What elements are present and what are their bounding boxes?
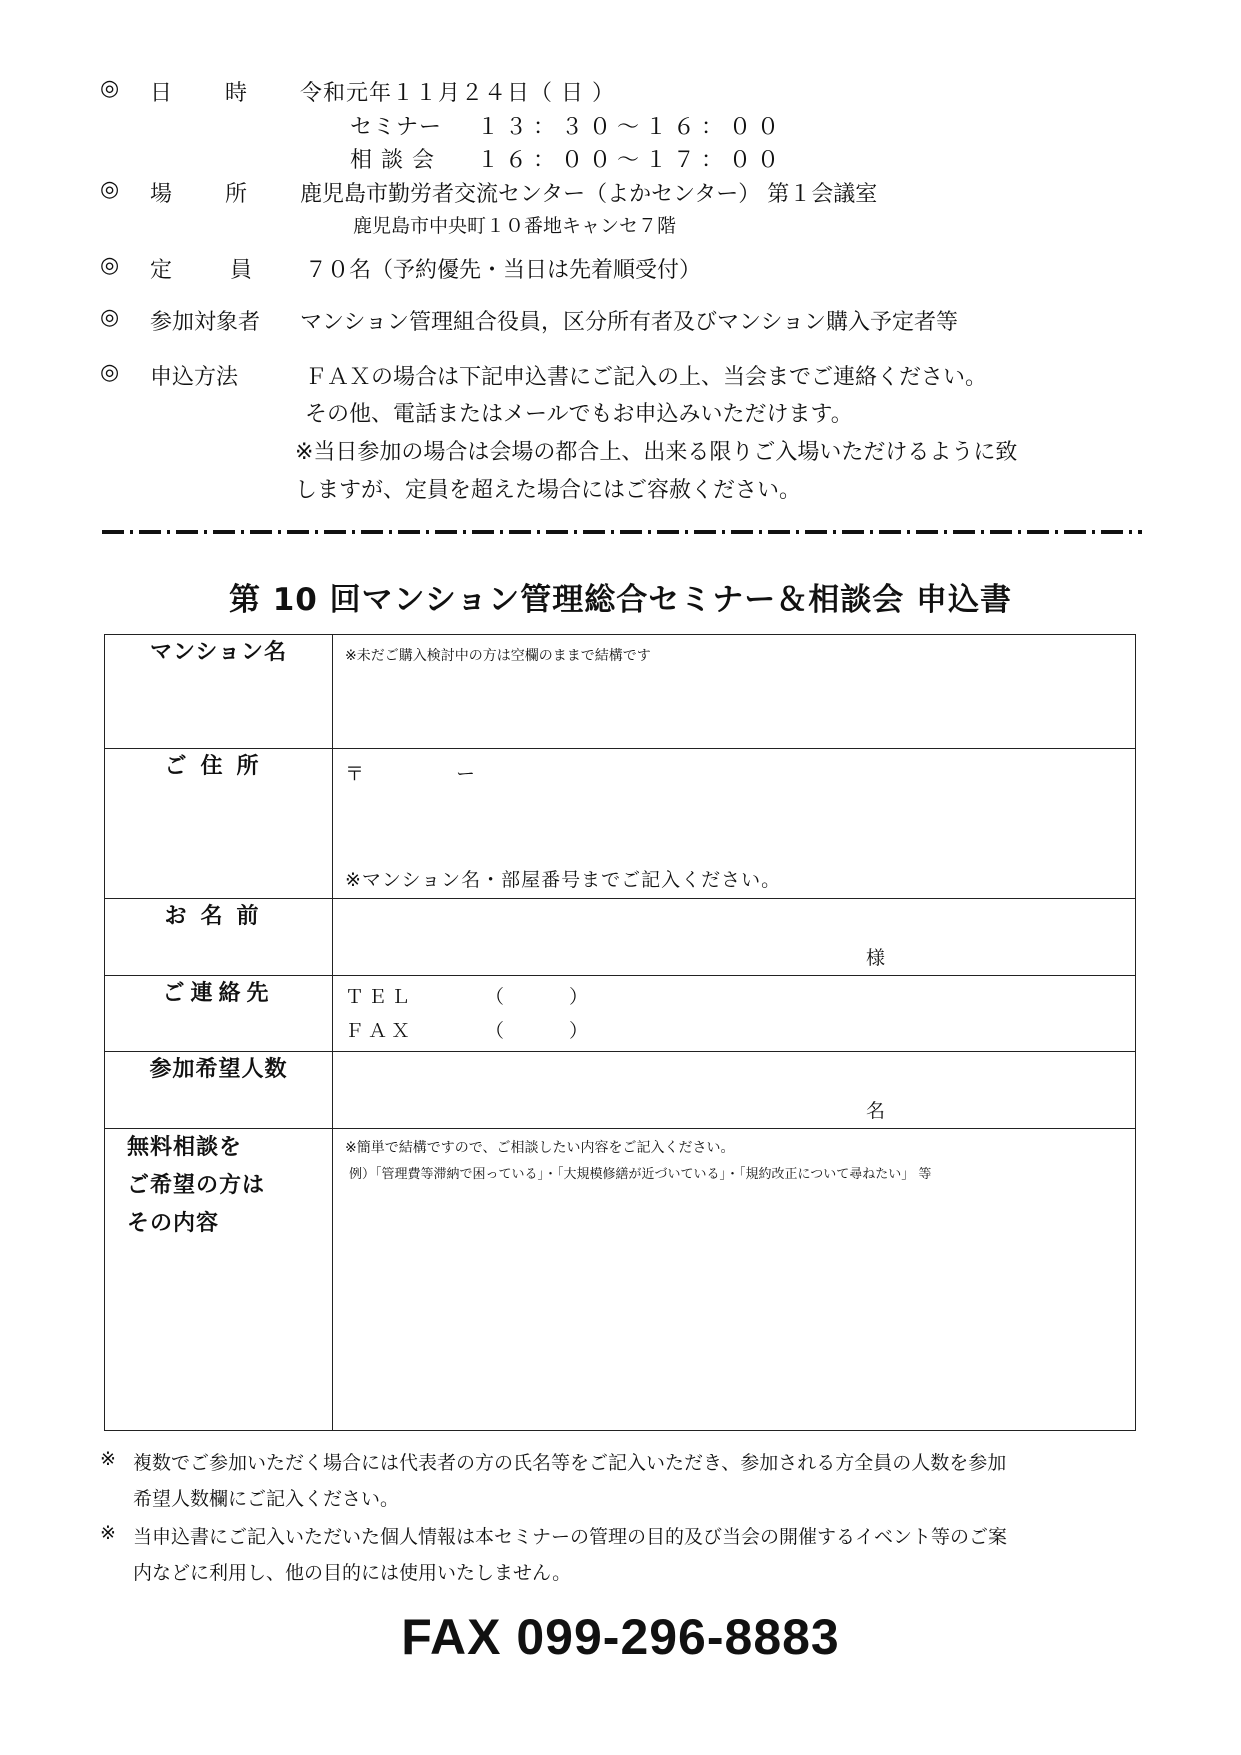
tel-paren-close: ） (569, 986, 591, 1008)
postal-dash: ー (456, 763, 478, 785)
postal-mark-icon: 〒 (345, 763, 367, 785)
fax-paren-open: （ (485, 1020, 507, 1042)
contact-field[interactable] (333, 976, 1136, 1052)
bullet-icon: ◎ (100, 76, 120, 101)
address-note: ※マンション名・部屋番号までご記入ください。 (345, 869, 782, 891)
contact-label: ご連絡先 (105, 976, 333, 1052)
fax-number: FAX 099-296-8883 (401, 1609, 840, 1665)
form-row-mansion (105, 635, 1136, 749)
bullet-icon: ◎ (100, 305, 120, 330)
consult-note: ※簡単で結構ですので、ご相談したい内容をご記入ください。 (345, 1140, 735, 1156)
consult-label (105, 1129, 333, 1431)
name-label: お名前 (105, 899, 333, 976)
place-label-a: 場 (150, 182, 174, 207)
venue: 鹿児島市勤労者交流センター（よかセンター） 第１会議室 (300, 182, 878, 207)
consult-time: １６：００～１７：００ (477, 148, 786, 173)
note-1-line-2: 希望人数欄にご記入ください。 (133, 1488, 400, 1510)
attendees-suffix: 名 (866, 1100, 888, 1122)
tel-paren-open: （ (485, 986, 507, 1008)
capacity-label-b: 員 (230, 258, 254, 283)
capacity-label-a: 定 (150, 258, 174, 283)
fax-paren-close: ） (569, 1020, 591, 1042)
mansion-name-field[interactable] (333, 635, 1136, 749)
note-mark-icon: ※ (100, 1448, 117, 1470)
bullet-icon: ◎ (100, 360, 120, 385)
apply-line-3: ※当日参加の場合は会場の都合上、出来る限りご入場いただけるように致 (295, 440, 1018, 465)
apply-label: 申込方法 (150, 365, 239, 390)
mansion-name-note: ※未だご購入検討中の方は空欄のままで結構です (345, 648, 651, 664)
consult-example: 例）「管理費等滞納で困っている」・「大規模修繕が近づいている」・「規約改正について尋ねたい」 等 (349, 1167, 932, 1182)
note-1-line-1: 複数でご参加いただく場合には代表者の方の氏名等をご記入いただき、参加される方全員の人数を参加 (133, 1452, 1007, 1474)
datetime-label-a: 日 (150, 81, 174, 106)
form-title: 第 10 回マンション管理総合セミナー＆相談会 申込書 (228, 582, 1013, 618)
form-row-address (105, 749, 1136, 899)
event-date: 令和元年１１月２４日（ 日 ） (300, 81, 615, 106)
tel-label: ＴＥＬ (345, 986, 415, 1008)
bullet-icon: ◎ (100, 177, 120, 202)
mansion-name-label: マンション名 (105, 635, 333, 749)
target-value: マンション管理組合役員，区分所有者及びマンション購入予定者等 (300, 310, 959, 335)
capacity-value: ７０名（予約優先・当日は先着順受付） (305, 258, 702, 283)
seminar-label: セミナー (350, 115, 443, 140)
place-label-b: 所 (225, 182, 249, 207)
name-field[interactable] (333, 899, 1136, 976)
form-row-attendees (105, 1052, 1136, 1129)
apply-line-4: しますが、定員を超えた場合にはご容赦ください。 (295, 478, 802, 503)
name-suffix: 様 (866, 947, 888, 969)
consult-label-line-2: ご希望の方は (127, 1173, 266, 1198)
application-form (104, 634, 1136, 1431)
consult-label-line-1: 無料相談を (127, 1135, 243, 1160)
apply-line-2: その他、電話またはメールでもお申込みいただけます。 (305, 402, 853, 427)
target-label: 参加対象者 (150, 310, 261, 335)
bullet-icon: ◎ (100, 253, 120, 278)
fax-label: ＦＡＸ (345, 1020, 415, 1042)
note-2-line-1: 当申込書にご記入いただいた個人情報は本セミナーの管理の目的及び当会の開催するイベント等のご案 (133, 1526, 1008, 1548)
datetime-label-b: 時 (225, 81, 249, 106)
consult-field[interactable] (333, 1129, 1136, 1431)
attendees-label: 参加希望人数 (105, 1052, 333, 1129)
note-mark-icon: ※ (100, 1522, 117, 1544)
note-2-line-2: 内などに利用し、他の目的には使用いたしません。 (133, 1562, 572, 1584)
consult-label-line-3: その内容 (127, 1211, 220, 1236)
consult-label: 相 談 会 (350, 148, 435, 173)
attendees-field[interactable] (333, 1052, 1136, 1129)
venue-address: 鹿児島市中央町１０番地キャンセ７階 (353, 215, 677, 237)
form-row-name (105, 899, 1136, 976)
apply-line-1: ＦＡＸの場合は下記申込書にご記入の上、当会までご連絡ください。 (305, 365, 988, 390)
address-field[interactable] (333, 749, 1136, 899)
seminar-time: １３：３０～１６：００ (477, 115, 786, 140)
form-row-consult (105, 1129, 1136, 1431)
cut-line-divider (102, 530, 1142, 534)
form-row-contact (105, 976, 1136, 1052)
address-label: ご住所 (105, 749, 333, 899)
